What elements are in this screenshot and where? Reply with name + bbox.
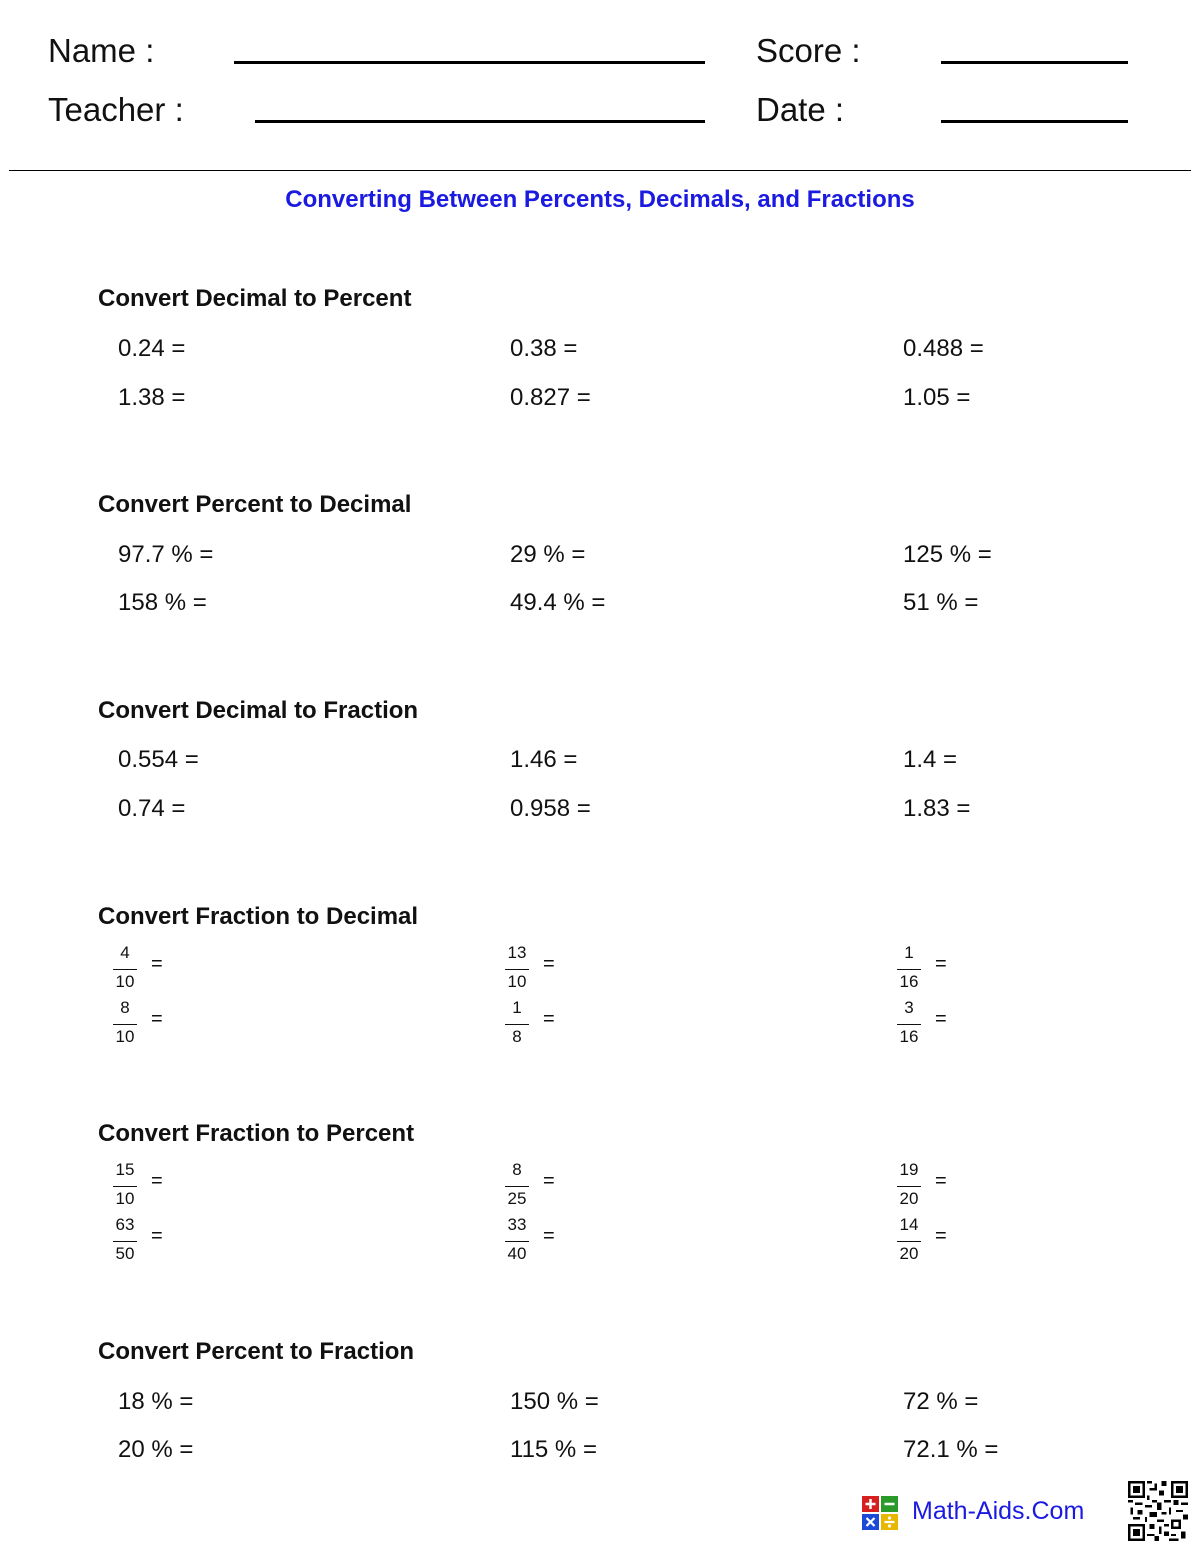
problem: 29 % = [510,541,586,568]
problem: 18 % = [118,1388,194,1415]
fraction-bar [897,1186,921,1187]
equals-sign: = [935,953,947,975]
score-label: Score : [756,32,861,69]
problem: 72.1 % = [903,1436,999,1463]
denominator: 25 [507,1189,527,1208]
problem: 0.958 = [510,795,591,822]
denominator: 10 [115,1027,135,1046]
denominator: 10 [507,972,527,991]
fraction-problem [897,1215,977,1267]
fraction-problem [897,998,977,1050]
fraction-problem [113,943,193,995]
section-title: Convert Percent to Fraction [98,1338,415,1365]
fraction-problem [113,1160,193,1212]
equals-sign: = [543,1225,555,1247]
fraction-problem [113,998,193,1050]
problem: 0.74 = [118,795,186,822]
qr-code-icon [1128,1481,1188,1541]
denominator: 16 [899,1027,919,1046]
denominator: 20 [899,1244,919,1263]
problem: 0.827 = [510,384,591,411]
problem: 97.7 % = [118,541,214,568]
equals-sign: = [935,1170,947,1192]
equals-sign: = [935,1008,947,1030]
section-title: Convert Decimal to Fraction [98,697,419,724]
header-divider [9,170,1191,171]
problem: 0.488 = [903,335,984,362]
denominator: 10 [115,1189,135,1208]
denominator: 16 [899,972,919,991]
problem: 0.38 = [510,335,578,362]
problem: 1.38 = [118,384,186,411]
fraction-bar [505,1241,529,1242]
numerator: 8 [120,998,130,1017]
numerator: 15 [115,1160,135,1179]
problem: 1.4 = [903,746,958,773]
equals-sign: = [151,953,163,975]
date-label: Date : [756,91,845,128]
equals-sign: = [543,953,555,975]
section-title: Convert Fraction to Percent [98,1120,415,1147]
denominator: 10 [115,972,135,991]
problem: 1.05 = [903,384,971,411]
fraction-problem [505,1160,585,1212]
fraction-bar [113,1241,137,1242]
problem: 1.83 = [903,795,971,822]
problem: 49.4 % = [510,589,606,616]
problem: 158 % = [118,589,207,616]
equals-sign: = [151,1008,163,1030]
problem: 0.554 = [118,746,199,773]
section-title: Convert Percent to Decimal [98,491,412,518]
problem: 20 % = [118,1436,194,1463]
numerator: 1 [512,998,522,1017]
problem: 150 % = [510,1388,599,1415]
problem: 51 % = [903,589,979,616]
teacher-field[interactable] [255,120,705,123]
fraction-bar [897,1024,921,1025]
numerator: 3 [904,998,914,1017]
worksheet-title: Converting Between Percents, Decimals, and Fractions [285,186,915,213]
fraction-problem [113,1215,193,1267]
numerator: 1 [904,943,914,962]
fraction-problem [897,943,977,995]
numerator: 63 [115,1215,135,1234]
numerator: 33 [507,1215,527,1234]
equals-sign: = [543,1008,555,1030]
problem: 1.46 = [510,746,578,773]
fraction-bar [113,969,137,970]
numerator: 8 [512,1160,522,1179]
calculator-icon [862,1496,898,1530]
fraction-bar [113,1186,137,1187]
score-field[interactable] [941,61,1128,64]
denominator: 20 [899,1189,919,1208]
numerator: 13 [507,943,527,962]
equals-sign: = [543,1170,555,1192]
numerator: 19 [899,1160,919,1179]
numerator: 4 [120,943,130,962]
fraction-problem [505,998,585,1050]
brand-link[interactable]: Math-Aids.Com [912,1497,1085,1525]
fraction-bar [505,969,529,970]
section-title: Convert Fraction to Decimal [98,903,419,930]
denominator: 40 [507,1244,527,1263]
fraction-bar [897,969,921,970]
fraction-problem [897,1160,977,1212]
problem: 125 % = [903,541,992,568]
fraction-bar [505,1186,529,1187]
fraction-bar [113,1024,137,1025]
section-title: Convert Decimal to Percent [98,285,412,312]
equals-sign: = [151,1225,163,1247]
fraction-bar [897,1241,921,1242]
fraction-bar [505,1024,529,1025]
problem: 0.24 = [118,335,186,362]
numerator: 14 [899,1215,919,1234]
fraction-problem [505,1215,585,1267]
name-label: Name : [48,32,155,69]
date-field[interactable] [941,120,1128,123]
teacher-label: Teacher : [48,91,184,128]
denominator: 50 [115,1244,135,1263]
problem: 115 % = [510,1436,597,1463]
equals-sign: = [151,1170,163,1192]
denominator: 8 [512,1027,522,1046]
fraction-problem [505,943,585,995]
name-field[interactable] [234,61,705,64]
problem: 72 % = [903,1388,979,1415]
equals-sign: = [935,1225,947,1247]
